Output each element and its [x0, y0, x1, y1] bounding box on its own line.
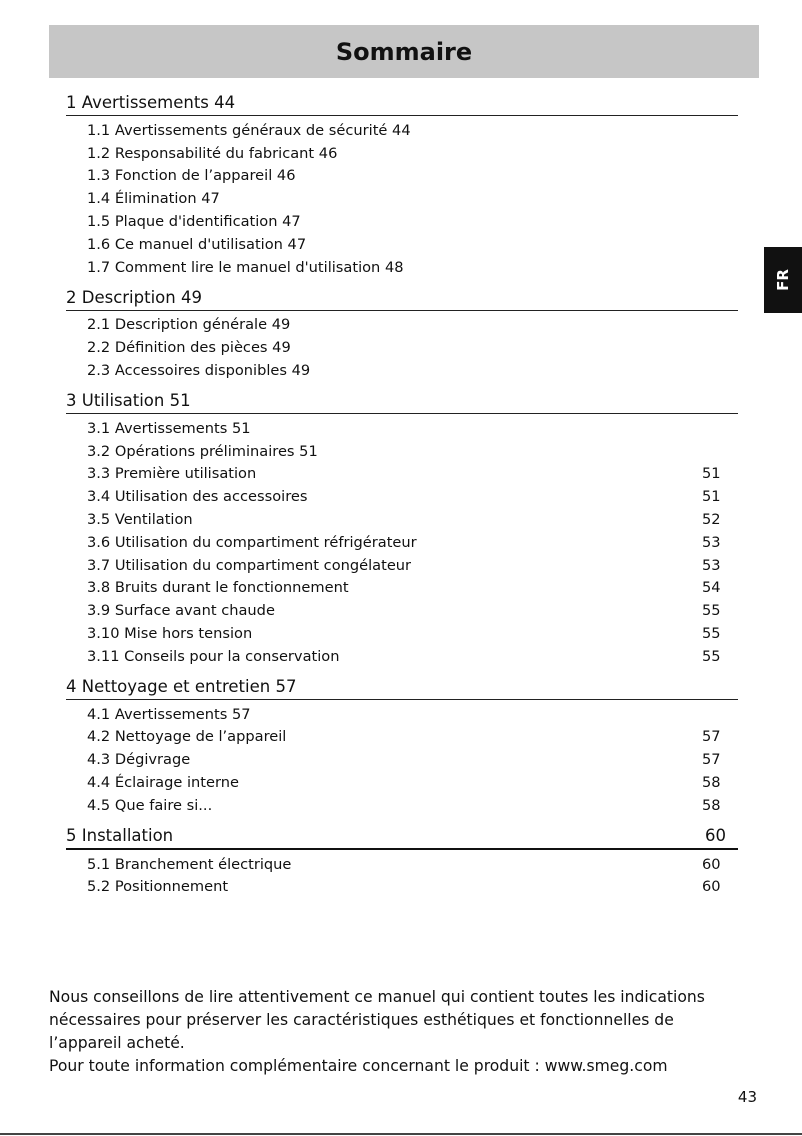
toc-item[interactable]: [87, 794, 738, 817]
toc-item-label: 1.1 Avertissements généraux de sécurité 44: [87, 121, 411, 139]
toc-item[interactable]: [87, 622, 738, 645]
toc-item[interactable]: [87, 876, 738, 899]
toc-section-heading[interactable]: [66, 90, 738, 116]
toc-item[interactable]: [87, 440, 738, 463]
toc-item-label: 1.4 Élimination 47: [87, 190, 220, 208]
header-bar: [49, 25, 759, 78]
toc-item-label: 4.2 Nettoyage de l’appareil: [87, 728, 287, 746]
page-title: Sommaire: [335, 37, 473, 66]
toc-item[interactable]: [87, 119, 738, 142]
toc-item-page: 55: [702, 647, 721, 665]
toc-item-page: 55: [702, 602, 721, 620]
toc-item-label: 5.1 Branchement électrique: [87, 855, 292, 873]
toc-item-page: 58: [702, 796, 721, 814]
toc-item[interactable]: [87, 417, 738, 440]
toc-item[interactable]: [87, 359, 738, 382]
toc-item[interactable]: [87, 531, 738, 554]
toc-section-title: 4 Nettoyage et entretien 57: [66, 676, 297, 696]
toc-items: [66, 116, 738, 279]
toc-item-page: 57: [702, 751, 721, 769]
toc-item-page: 52: [702, 511, 721, 529]
toc-section: [66, 285, 738, 382]
toc-section-heading[interactable]: [66, 285, 738, 311]
toc-item-label: 1.6 Ce manuel d'utilisation 47: [87, 235, 307, 253]
toc-section: [66, 674, 738, 817]
toc-item-label: 3.10 Mise hors tension: [87, 625, 253, 643]
toc-item[interactable]: [87, 703, 738, 726]
toc-item-page: 54: [702, 579, 721, 597]
toc-item[interactable]: [87, 554, 738, 577]
toc-section: [66, 90, 738, 279]
toc-item-label: 3.3 Première utilisation: [87, 465, 257, 483]
toc-item-label: 4.5 Que faire si...: [87, 796, 213, 814]
language-tab-label: FR: [773, 269, 792, 291]
toc-item-page: 53: [702, 533, 721, 551]
toc-item[interactable]: [87, 645, 738, 668]
toc-item-label: 3.9 Surface avant chaude: [87, 602, 275, 620]
toc-section-title: 2 Description 49: [66, 287, 202, 307]
toc-item[interactable]: [87, 256, 738, 279]
language-tab: [764, 247, 802, 313]
footer-text: [49, 986, 749, 1078]
toc-item[interactable]: [87, 771, 738, 794]
toc-section-heading[interactable]: [66, 674, 738, 700]
toc-item[interactable]: [87, 748, 738, 771]
toc-section-title: 1 Avertissements 44: [66, 93, 236, 112]
toc-item-label: 1.3 Fonction de l’appareil 46: [87, 167, 296, 185]
toc-section-title: 5 Installation: [66, 825, 174, 845]
toc-item[interactable]: [87, 142, 738, 165]
toc-section-page: 60: [705, 825, 726, 845]
toc-item[interactable]: [87, 165, 738, 188]
toc-item-label: 3.4 Utilisation des accessoires: [87, 488, 308, 506]
toc-item[interactable]: [87, 336, 738, 359]
toc-item-label: 3.7 Utilisation du compartiment congélateur: [87, 556, 412, 574]
toc-item-page: 51: [702, 488, 721, 506]
toc-item-label: 1.2 Responsabilité du fabricant 46: [87, 144, 338, 162]
toc-section-heading[interactable]: [66, 823, 738, 850]
toc-item-page: 55: [702, 625, 721, 643]
toc-item-label: 3.11 Conseils pour la conservation: [87, 647, 340, 665]
toc-item-label: 3.1 Avertissements 51: [87, 419, 251, 437]
toc-item-label: 2.2 Définition des pièces 49: [87, 339, 291, 357]
toc-items: [66, 414, 738, 668]
toc-item-page: 60: [702, 878, 721, 896]
toc-item[interactable]: [87, 463, 738, 486]
footer-paragraph-link: Pour toute information complémentaire concernant le produit : www.smeg.com: [49, 1057, 668, 1075]
toc-item-label: 3.8 Bruits durant le fonctionnement: [87, 579, 349, 597]
toc-item-page: 58: [702, 774, 721, 792]
page-number: 43: [737, 1088, 757, 1106]
toc-item-label: 2.1 Description générale 49: [87, 316, 291, 334]
toc-item-label: 1.7 Comment lire le manuel d'utilisation 48: [87, 258, 404, 276]
toc-item[interactable]: [87, 187, 738, 210]
toc-item[interactable]: [87, 577, 738, 600]
toc-item[interactable]: [87, 233, 738, 256]
toc-item-label: 4.3 Dégivrage: [87, 751, 191, 769]
toc-item-label: 3.5 Ventilation: [87, 511, 193, 529]
footer-paragraph: Nous conseillons de lire attentivement ce manuel qui contient toutes les indications nécessaires pour préserver les caractéristiques esthétiques et fonctionnelles de l’appareil acheté.: [49, 988, 705, 1052]
toc-item-label: 5.2 Positionnement: [87, 878, 229, 896]
toc-item-label: 3.2 Opérations préliminaires 51: [87, 442, 318, 460]
toc-item[interactable]: [87, 853, 738, 876]
toc-item[interactable]: [87, 726, 738, 749]
toc-item-label: 4.1 Avertissements 57: [87, 705, 251, 723]
toc-item-label: 2.3 Accessoires disponibles 49: [87, 362, 311, 380]
toc-item[interactable]: [87, 599, 738, 622]
toc-section-heading[interactable]: [66, 388, 738, 414]
toc-items: [66, 850, 738, 899]
toc-item-page: 60: [702, 855, 721, 873]
toc-item-label: 4.4 Éclairage interne: [87, 774, 239, 792]
toc-section-title: 3 Utilisation 51: [66, 390, 191, 410]
toc-section: [66, 388, 738, 668]
toc-item-label: 1.5 Plaque d'identification 47: [87, 213, 301, 231]
toc-item[interactable]: [87, 508, 738, 531]
toc-item-page: 51: [702, 465, 721, 483]
table-of-contents: [66, 90, 738, 904]
toc-section: [66, 823, 738, 899]
toc-item-label: 3.6 Utilisation du compartiment réfrigérateur: [87, 533, 417, 551]
toc-item[interactable]: [87, 210, 738, 233]
bottom-rule: [0, 1133, 802, 1135]
toc-item[interactable]: [87, 485, 738, 508]
toc-items: [66, 700, 738, 817]
toc-item-page: 57: [702, 728, 721, 746]
toc-item-page: 53: [702, 556, 721, 574]
toc-items: [66, 311, 738, 382]
toc-item[interactable]: [87, 314, 738, 337]
